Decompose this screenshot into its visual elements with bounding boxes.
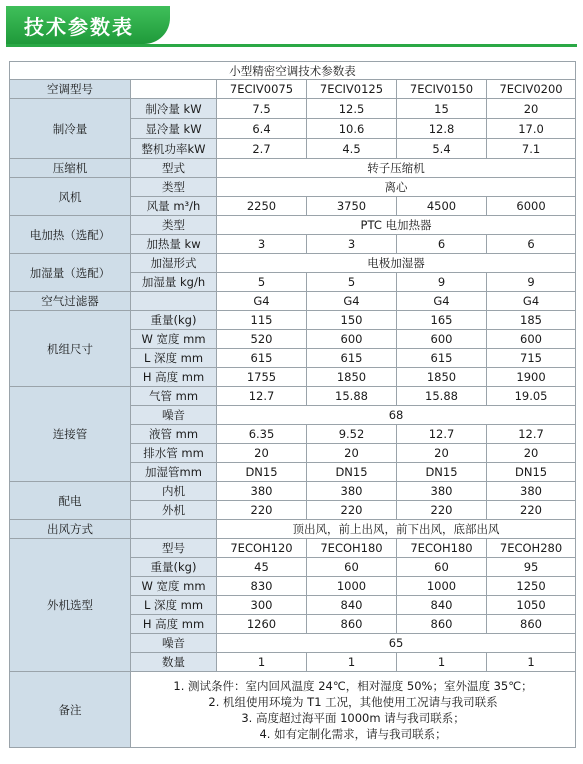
value-cell: 12.5: [307, 99, 397, 119]
value-cell: 600: [307, 330, 397, 349]
row-label: 重量(kg): [131, 311, 217, 330]
note-line: 3. 高度超过海平面 1000m 请与我司联系；: [241, 710, 465, 725]
category-label: 出风方式: [10, 520, 131, 539]
note-line: 2. 机组使用环境为 T1 工况，其他使用工况请与我司联系: [208, 694, 498, 709]
value-cell: 离心: [217, 178, 576, 197]
model-cell: 7ECIV0125: [307, 80, 397, 99]
row-label: 噪音: [131, 634, 217, 653]
row-label: 加湿管mm: [131, 463, 217, 482]
value-cell: 95: [487, 558, 576, 577]
category-label: 机组尺寸: [10, 311, 131, 387]
page-title: 技术参数表: [24, 15, 134, 39]
table-title-row: [10, 62, 576, 80]
table-row: [10, 99, 576, 119]
value-cell: 7.1: [487, 139, 576, 159]
table-row: [10, 80, 576, 99]
value-cell: 380: [487, 482, 576, 501]
spec-table: [9, 61, 576, 748]
value-cell: 60: [397, 558, 487, 577]
value-cell: 1: [307, 653, 397, 672]
value-cell: 1000: [307, 577, 397, 596]
value-cell: 12.7: [487, 425, 576, 444]
row-label: 整机功率kW: [131, 139, 217, 159]
category-label: 配电: [10, 482, 131, 520]
value-cell: 615: [397, 349, 487, 368]
value-cell: 20: [307, 444, 397, 463]
value-cell: 3: [307, 235, 397, 254]
value-cell: 3: [217, 235, 307, 254]
value-cell: 6000: [487, 197, 576, 216]
category-label: 压缩机: [10, 159, 131, 178]
empty-cell: [131, 80, 217, 99]
value-cell: 860: [307, 615, 397, 634]
value-cell: G4: [217, 292, 307, 311]
table-row: [10, 216, 576, 235]
value-cell: 5: [217, 273, 307, 292]
banner-divider: [6, 44, 577, 47]
value-cell: 1: [217, 653, 307, 672]
category-label: 外机选型: [10, 539, 131, 672]
row-label: 内机: [131, 482, 217, 501]
row-label: 型式: [131, 159, 217, 178]
value-cell: 840: [307, 596, 397, 615]
value-cell: 615: [217, 349, 307, 368]
value-cell: 5.4: [397, 139, 487, 159]
value-cell: 1250: [487, 577, 576, 596]
value-cell: 68: [217, 406, 576, 425]
table-row: [10, 311, 576, 330]
value-cell: DN15: [487, 463, 576, 482]
table-row: [10, 159, 576, 178]
value-cell: 380: [217, 482, 307, 501]
value-cell: 20: [397, 444, 487, 463]
value-cell: 1: [487, 653, 576, 672]
value-cell: 830: [217, 577, 307, 596]
model-cell: 7ECIV0075: [217, 80, 307, 99]
value-cell: 4500: [397, 197, 487, 216]
value-cell: DN15: [397, 463, 487, 482]
row-label: L 深度 mm: [131, 596, 217, 615]
value-cell: 220: [217, 501, 307, 520]
value-cell: 1755: [217, 368, 307, 387]
table-row: [10, 539, 576, 558]
value-cell: PTC 电加热器: [217, 216, 576, 235]
row-label: 风量 m³/h: [131, 197, 217, 216]
value-cell: 115: [217, 311, 307, 330]
category-label: 空气过滤器: [10, 292, 131, 311]
category-label: 备注: [10, 672, 131, 748]
row-label: W 宽度 mm: [131, 330, 217, 349]
value-cell: 4.5: [307, 139, 397, 159]
row-label: 型号: [131, 539, 217, 558]
value-cell: 860: [397, 615, 487, 634]
value-cell: 185: [487, 311, 576, 330]
row-label: 加热量 kw: [131, 235, 217, 254]
value-cell: 15.88: [397, 387, 487, 406]
category-label: 风机: [10, 178, 131, 216]
value-cell: 60: [307, 558, 397, 577]
value-cell: 3750: [307, 197, 397, 216]
value-cell: 10.6: [307, 119, 397, 139]
empty-cell: [131, 292, 217, 311]
row-label: 外机: [131, 501, 217, 520]
empty-cell: [131, 520, 217, 539]
value-cell: 7ECOH180: [397, 539, 487, 558]
value-cell: 1050: [487, 596, 576, 615]
notes-cell: [131, 672, 576, 748]
value-cell: 12.7: [217, 387, 307, 406]
category-label: 电加热（选配）: [10, 216, 131, 254]
value-cell: 6.35: [217, 425, 307, 444]
row-label: W 宽度 mm: [131, 577, 217, 596]
value-cell: 860: [487, 615, 576, 634]
value-cell: 12.8: [397, 119, 487, 139]
value-cell: 顶出风，前上出风，前下出风，底部出风: [217, 520, 576, 539]
value-cell: 15.88: [307, 387, 397, 406]
row-label: 制冷量 kW: [131, 99, 217, 119]
value-cell: 转子压缩机: [217, 159, 576, 178]
value-cell: 300: [217, 596, 307, 615]
value-cell: 1: [397, 653, 487, 672]
table-row: [10, 672, 576, 748]
row-label: 液管 mm: [131, 425, 217, 444]
row-label: 噪音: [131, 406, 217, 425]
value-cell: 7.5: [217, 99, 307, 119]
value-cell: 7ECOH120: [217, 539, 307, 558]
category-label: 加湿量（选配）: [10, 254, 131, 292]
value-cell: 20: [487, 99, 576, 119]
value-cell: 19.05: [487, 387, 576, 406]
value-cell: 6.4: [217, 119, 307, 139]
section-banner: [6, 6, 170, 44]
value-cell: 1900: [487, 368, 576, 387]
row-label: 加湿量 kg/h: [131, 273, 217, 292]
row-label: 类型: [131, 178, 217, 197]
value-cell: 5: [307, 273, 397, 292]
value-cell: G4: [307, 292, 397, 311]
row-label: 数量: [131, 653, 217, 672]
value-cell: 45: [217, 558, 307, 577]
value-cell: 615: [307, 349, 397, 368]
value-cell: 1850: [307, 368, 397, 387]
value-cell: 840: [397, 596, 487, 615]
row-label: 加湿形式: [131, 254, 217, 273]
value-cell: 1000: [397, 577, 487, 596]
row-label: H 高度 mm: [131, 368, 217, 387]
value-cell: 165: [397, 311, 487, 330]
value-cell: 65: [217, 634, 576, 653]
row-label: 气管 mm: [131, 387, 217, 406]
value-cell: 2.7: [217, 139, 307, 159]
value-cell: 7ECOH180: [307, 539, 397, 558]
value-cell: 220: [307, 501, 397, 520]
value-cell: DN15: [217, 463, 307, 482]
row-label: 空调型号: [10, 80, 131, 99]
value-cell: 600: [487, 330, 576, 349]
table-row: [10, 178, 576, 197]
value-cell: 1850: [397, 368, 487, 387]
table-row: [10, 520, 576, 539]
value-cell: 2250: [217, 197, 307, 216]
value-cell: 380: [307, 482, 397, 501]
value-cell: 9: [487, 273, 576, 292]
model-cell: 7ECIV0150: [397, 80, 487, 99]
value-cell: 150: [307, 311, 397, 330]
row-label: L 深度 mm: [131, 349, 217, 368]
value-cell: 9: [397, 273, 487, 292]
row-label: 类型: [131, 216, 217, 235]
model-cell: 7ECIV0200: [487, 80, 576, 99]
value-cell: 715: [487, 349, 576, 368]
value-cell: 15: [397, 99, 487, 119]
value-cell: 220: [397, 501, 487, 520]
value-cell: 电极加湿器: [217, 254, 576, 273]
row-label: 显冷量 kW: [131, 119, 217, 139]
category-label: 制冷量: [10, 99, 131, 159]
value-cell: 6: [397, 235, 487, 254]
row-label: 重量(kg): [131, 558, 217, 577]
table-row: [10, 292, 576, 311]
value-cell: 17.0: [487, 119, 576, 139]
value-cell: 380: [397, 482, 487, 501]
value-cell: 520: [217, 330, 307, 349]
value-cell: 7ECOH280: [487, 539, 576, 558]
row-label: 排水管 mm: [131, 444, 217, 463]
category-label: 连接管: [10, 387, 131, 482]
value-cell: DN15: [307, 463, 397, 482]
value-cell: 20: [217, 444, 307, 463]
value-cell: 220: [487, 501, 576, 520]
note-line: 1. 测试条件：室内回风温度 24℃，相对湿度 50%；室外温度 35℃；: [173, 678, 533, 693]
value-cell: 9.52: [307, 425, 397, 444]
value-cell: G4: [487, 292, 576, 311]
table-row: [10, 387, 576, 406]
value-cell: 600: [397, 330, 487, 349]
row-label: H 高度 mm: [131, 615, 217, 634]
value-cell: 20: [487, 444, 576, 463]
table-title: 小型精密空调技术参数表: [10, 62, 576, 80]
value-cell: 12.7: [397, 425, 487, 444]
note-line: 4. 如有定制化需求，请与我司联系；: [259, 726, 447, 741]
table-row: [10, 254, 576, 273]
value-cell: G4: [397, 292, 487, 311]
value-cell: 6: [487, 235, 576, 254]
table-row: [10, 482, 576, 501]
value-cell: 1260: [217, 615, 307, 634]
